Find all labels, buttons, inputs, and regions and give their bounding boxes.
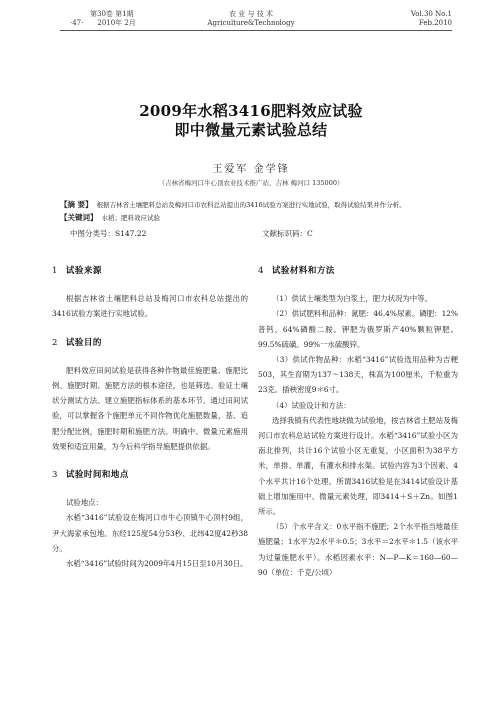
section-heading (52, 336, 248, 351)
section-number: 3 (52, 470, 58, 481)
abstract-label: 【摘 要】 (60, 200, 93, 209)
section-title: 试验材料和方法 (271, 266, 335, 276)
header-date-left: 2010年 2月 (97, 19, 136, 27)
header-volume-left: 第30卷 第1期 (90, 10, 134, 18)
paragraph: （4）试验设计和方法： (272, 400, 351, 410)
section-number: 4 (258, 266, 264, 276)
paragraph: 根据吉林省土壤肥料总站及梅河口市农科总站提出的3416试验方案进行实地试验。 (52, 294, 248, 319)
paragraph: 水稻“3416”试验设在梅河口市牛心顶镇牛心顶村9组，尹大海家承包地。东经125度54分53秒、北纬42度42秒38分。 (52, 513, 248, 553)
section-number: 2 (52, 337, 58, 348)
paragraph: （2）供试肥料和品种：氮肥：46.4%尿素。磷肥：12%普钙、64%磷酸二胺。钾肥为俄罗斯产40%颗粒钾肥。99.5%硫磺。99%一水硫酸锌。 (258, 309, 458, 349)
paragraph: （1）供试土壤类型为白浆土，肥力状况为中等。 (272, 294, 432, 304)
paragraph: 肥料效应田间试验是获得各种作物最佳施肥量、施肥比例、施肥时期、施肥方法的根本途径，也是筛选、验证土壤状分测试方法、建立施肥指标体系的基本环节。通过田间试验，可以掌握各个施肥单元不同作物优化施肥数量，基、追肥分配比例，施肥时期和施肥方法。明确中、微量元素施用效果和适宜用量，为今后科学指导施肥提供依据。 (52, 365, 248, 451)
journal-name-cn: 农 业 与 技 术 (229, 10, 273, 18)
keywords-text: 水稻；肥料效应试验 (101, 214, 160, 222)
paragraph: 试验地点： (66, 498, 103, 508)
paragraph: 水稻“3416”试验时间为2009年4月15日至10月30日。 (66, 559, 248, 569)
left-column (52, 264, 248, 571)
document-code: 文献标识码：C (262, 229, 313, 238)
section-title: 试验目的 (65, 337, 102, 348)
page-number: ·47· (70, 19, 84, 27)
section-heading (258, 264, 458, 279)
paragraph: 选择我镇有代表性地块做为试验地，按吉林省土肥站及梅河口市农科总站试验方案进行设计。水稻“3416”试验小区为南北排列，共计16个试验小区无重复，小区面积为38平方米，单排、单灌，有灌水和排水渠。试验内容为3个因素、4个水平共计16个处理。所谓3416试验是在3414试验设计基础上增加施用中、微量元素处理，即3414＋S＋Zn。如图1所示。 (258, 415, 458, 517)
article-title-line2: 即中微量元素试验总结 (174, 121, 328, 139)
header-rule (60, 30, 452, 31)
running-header (0, 10, 502, 36)
header-right (411, 10, 452, 28)
journal-name-en: Agriculture&Technology (207, 19, 295, 27)
section-heading (52, 264, 248, 279)
keywords-label: 【关键词】 (60, 213, 98, 222)
paragraph: （3）供试作物品种：水稻“3416”试验选用品种为吉粳503，其生育期为137～138天，株高为100厘米，千粒重为23克。插秧密度9＊6寸。 (258, 355, 458, 395)
section-heading (52, 468, 248, 483)
article-title-line1: 2009年水稻3416肥料效应试验 (139, 102, 363, 120)
right-column (258, 264, 458, 580)
affiliation: （吉林省梅河口牛心顶农业技术推广站，吉林 梅河口 135000） (158, 179, 344, 187)
authors: 王爱军 金学锋 (212, 164, 290, 175)
section-number: 1 (52, 266, 58, 276)
paragraph: （5）个水平含义：0水平指不施肥；2个水平指当地最佳施肥量；1水平为2水平＊0.5；3水平＝2水平＊1.5（该水平为过量施肥水平）。水稻因素水平：N—P—K＝160—60—90（单位：千克/公顷） (258, 522, 458, 577)
abstract (60, 200, 452, 210)
header-volume-right: Vol.30 No.1 (410, 10, 452, 18)
keywords (60, 213, 452, 223)
abstract-text: 根据吉林省土壤肥料总站及梅河口市农科总站提出的3416试验方案进行实地试验，取得试验结果并作分析。 (96, 201, 406, 209)
classification-number: 中图分类号：S147.22 (70, 229, 147, 238)
section-title: 试验时间和地点 (65, 470, 129, 481)
section-title: 试验来源 (65, 266, 102, 276)
header-date-right: Feb.2010 (418, 19, 452, 27)
